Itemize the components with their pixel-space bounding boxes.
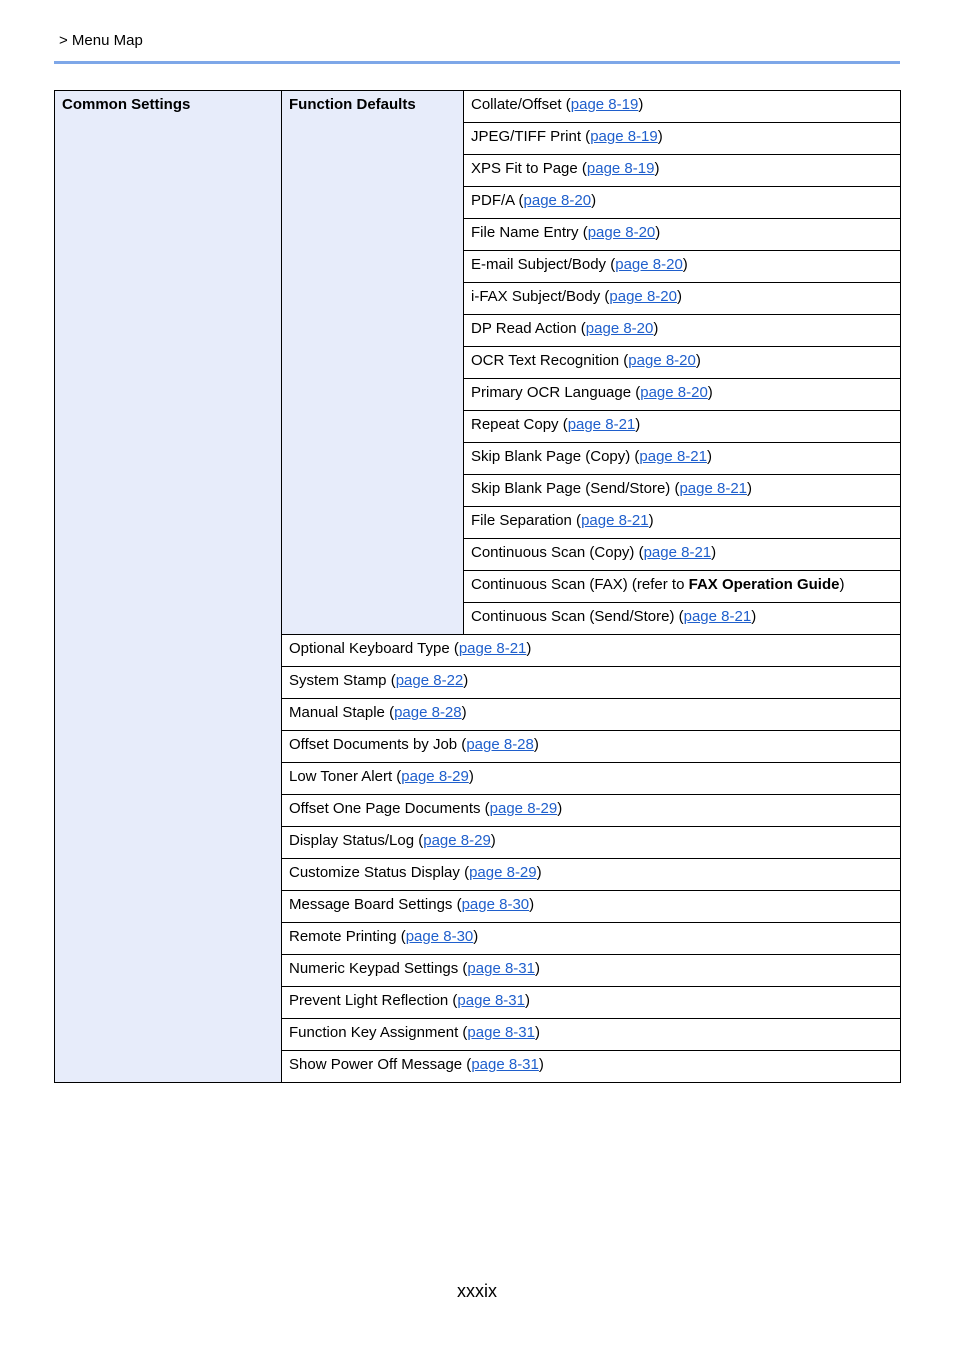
menu-item-suffix: )	[490, 832, 496, 849]
page-reference-link[interactable]: page 8-30	[405, 928, 474, 945]
page-reference-link[interactable]: page 8-21	[679, 480, 748, 497]
menu-item-suffix: )	[653, 320, 659, 337]
menu-item-suffix: )	[526, 640, 532, 657]
menu-item-label: Customize Status Display (	[289, 864, 470, 881]
page-reference-link[interactable]: page 8-29	[489, 800, 558, 817]
menu-item-label: Offset One Page Documents (	[289, 800, 490, 817]
menu-item-label: Skip Blank Page (Send/Store) (	[471, 480, 680, 497]
menu-item-cell	[464, 443, 901, 475]
page-reference-link[interactable]: page 8-19	[570, 96, 639, 113]
menu-item-suffix: )	[695, 352, 701, 369]
page-reference-link[interactable]: page 8-29	[401, 768, 469, 785]
menu-item-suffix: )	[654, 160, 660, 177]
menu-item-suffix: )	[657, 128, 663, 145]
page-reference-link[interactable]: page 8-21	[581, 512, 649, 529]
menu-item-cell	[464, 539, 901, 571]
menu-item-label: Manual Staple (	[289, 704, 395, 721]
menu-item-suffix: )	[676, 288, 682, 305]
page-reference-link[interactable]: page 8-22	[395, 672, 464, 689]
menu-item-suffix: )	[536, 864, 542, 881]
menu-item-cell	[282, 795, 901, 827]
menu-item-suffix: )	[751, 608, 757, 625]
page-reference-link[interactable]: page 8-20	[615, 256, 683, 273]
menu-item-suffix: )	[655, 224, 661, 241]
menu-item-label: PDF/A (	[471, 192, 524, 209]
menu-item-cell	[464, 123, 901, 155]
menu-item-label: Show Power Off Message (	[289, 1056, 472, 1073]
menu-item-cell	[464, 187, 901, 219]
page-reference-link[interactable]: page 8-29	[469, 864, 537, 881]
menu-item-suffix: )	[707, 384, 713, 401]
page-reference-link[interactable]: page 8-20	[640, 384, 708, 401]
page-reference-link[interactable]: page 8-19	[590, 128, 658, 145]
page-reference-link[interactable]: page 8-30	[461, 896, 530, 913]
menu-item-cell	[464, 219, 901, 251]
menu-map-table	[54, 90, 901, 1083]
page-reference-link[interactable]: page 8-29	[423, 832, 491, 849]
category-common-settings: Common Settings	[55, 91, 282, 1083]
menu-item-label: Optional Keyboard Type (	[289, 640, 459, 657]
page-reference-link[interactable]: page 8-19	[586, 160, 655, 177]
menu-item-suffix: )	[538, 1056, 544, 1073]
menu-item-suffix: )	[557, 800, 563, 817]
menu-item-label: Collate/Offset (	[471, 96, 571, 113]
menu-item-label: XPS Fit to Page (	[471, 160, 587, 177]
menu-item-label: Function Key Assignment (	[289, 1024, 468, 1041]
menu-item-cell	[282, 1019, 901, 1051]
menu-item-label: OCR Text Recognition (	[471, 352, 629, 369]
menu-item-cell	[464, 251, 901, 283]
menu-item-suffix: )	[461, 704, 467, 721]
page-reference-link[interactable]: page 8-21	[639, 448, 707, 465]
menu-item-cell	[282, 731, 901, 763]
breadcrumb: > Menu Map	[59, 32, 143, 49]
menu-item-cell	[282, 699, 901, 731]
menu-item-cell	[282, 859, 901, 891]
menu-item-label: JPEG/TIFF Print (	[471, 128, 591, 145]
menu-item-suffix: )	[839, 576, 845, 593]
menu-item-label: Remote Printing (	[289, 928, 406, 945]
menu-item-cell	[464, 283, 901, 315]
page-reference-link[interactable]: page 8-20	[587, 224, 656, 241]
menu-item-label: Numeric Keypad Settings (	[289, 960, 468, 977]
menu-item-suffix: )	[533, 736, 539, 753]
menu-item-label: Skip Blank Page (Copy) (	[471, 448, 640, 465]
guide-reference: FAX Operation Guide	[688, 576, 840, 593]
menu-item-cell	[282, 763, 901, 795]
menu-item-cell	[464, 603, 901, 635]
menu-item-suffix: )	[682, 256, 688, 273]
menu-item-suffix: )	[529, 896, 535, 913]
page-reference-link[interactable]: page 8-21	[683, 608, 752, 625]
page-reference-link[interactable]: page 8-20	[628, 352, 696, 369]
table-row	[55, 91, 901, 123]
menu-item-suffix: )	[648, 512, 654, 529]
menu-item-cell	[282, 955, 901, 987]
menu-item-suffix: )	[747, 480, 753, 497]
menu-item-suffix: )	[524, 992, 530, 1009]
page-reference-link[interactable]: page 8-31	[471, 1056, 539, 1073]
menu-item-label: i-FAX Subject/Body (	[471, 288, 610, 305]
menu-item-cell	[282, 667, 901, 699]
page-reference-link[interactable]: page 8-20	[609, 288, 677, 305]
page-reference-link[interactable]: page 8-28	[394, 704, 462, 721]
page-number: xxxix	[457, 1281, 497, 1301]
menu-item-cell	[464, 571, 901, 603]
menu-item-label: DP Read Action (	[471, 320, 586, 337]
menu-item-label: Prevent Light Reflection (	[289, 992, 458, 1009]
page-reference-link[interactable]: page 8-31	[467, 960, 535, 977]
menu-item-suffix: )	[534, 1024, 540, 1041]
menu-item-cell	[464, 507, 901, 539]
menu-item-cell	[282, 891, 901, 923]
menu-item-label: Message Board Settings (	[289, 896, 462, 913]
menu-item-label: System Stamp (	[289, 672, 396, 689]
menu-item-cell	[282, 987, 901, 1019]
menu-item-suffix: )	[591, 192, 597, 209]
header-divider	[54, 61, 900, 64]
menu-item-suffix: )	[711, 544, 717, 561]
menu-item-suffix: )	[534, 960, 540, 977]
menu-item-cell	[464, 475, 901, 507]
menu-item-cell	[282, 923, 901, 955]
menu-item-cell	[282, 827, 901, 859]
page-reference-link[interactable]: page 8-20	[523, 192, 592, 209]
menu-item-suffix: )	[473, 928, 479, 945]
menu-item-label: Continuous Scan (FAX) (refer to	[471, 576, 689, 593]
menu-item-cell	[464, 155, 901, 187]
menu-item-label: File Separation (	[471, 512, 582, 529]
menu-item-cell	[282, 635, 901, 667]
menu-item-label: Continuous Scan (Send/Store) (	[471, 608, 684, 625]
menu-item-cell	[464, 315, 901, 347]
page-reference-link[interactable]: page 8-31	[467, 1024, 535, 1041]
page-reference-link[interactable]: page 8-20	[585, 320, 654, 337]
menu-item-label: Offset Documents by Job (	[289, 736, 467, 753]
menu-item-cell	[464, 411, 901, 443]
subcategory-function-defaults: Function Defaults	[282, 91, 464, 635]
page-reference-link[interactable]: page 8-21	[458, 640, 527, 657]
page-reference-link[interactable]: page 8-21	[643, 544, 712, 561]
menu-item-label: Repeat Copy (	[471, 416, 568, 433]
menu-item-suffix: )	[706, 448, 712, 465]
menu-item-label: Low Toner Alert (	[289, 768, 402, 785]
page-reference-link[interactable]: page 8-21	[567, 416, 636, 433]
menu-item-suffix: )	[638, 96, 644, 113]
menu-item-cell	[464, 347, 901, 379]
menu-item-suffix: )	[635, 416, 641, 433]
page-reference-link[interactable]: page 8-28	[466, 736, 534, 753]
menu-item-cell	[282, 1051, 901, 1083]
menu-item-cell	[464, 379, 901, 411]
page-reference-link[interactable]: page 8-31	[457, 992, 525, 1009]
menu-item-cell	[464, 91, 901, 123]
menu-item-label: Display Status/Log (	[289, 832, 424, 849]
menu-item-suffix: )	[463, 672, 469, 689]
menu-item-label: File Name Entry (	[471, 224, 588, 241]
menu-item-label: E-mail Subject/Body (	[471, 256, 616, 273]
menu-item-label: Primary OCR Language (	[471, 384, 641, 401]
menu-item-suffix: )	[468, 768, 474, 785]
menu-item-label: Continuous Scan (Copy) (	[471, 544, 644, 561]
